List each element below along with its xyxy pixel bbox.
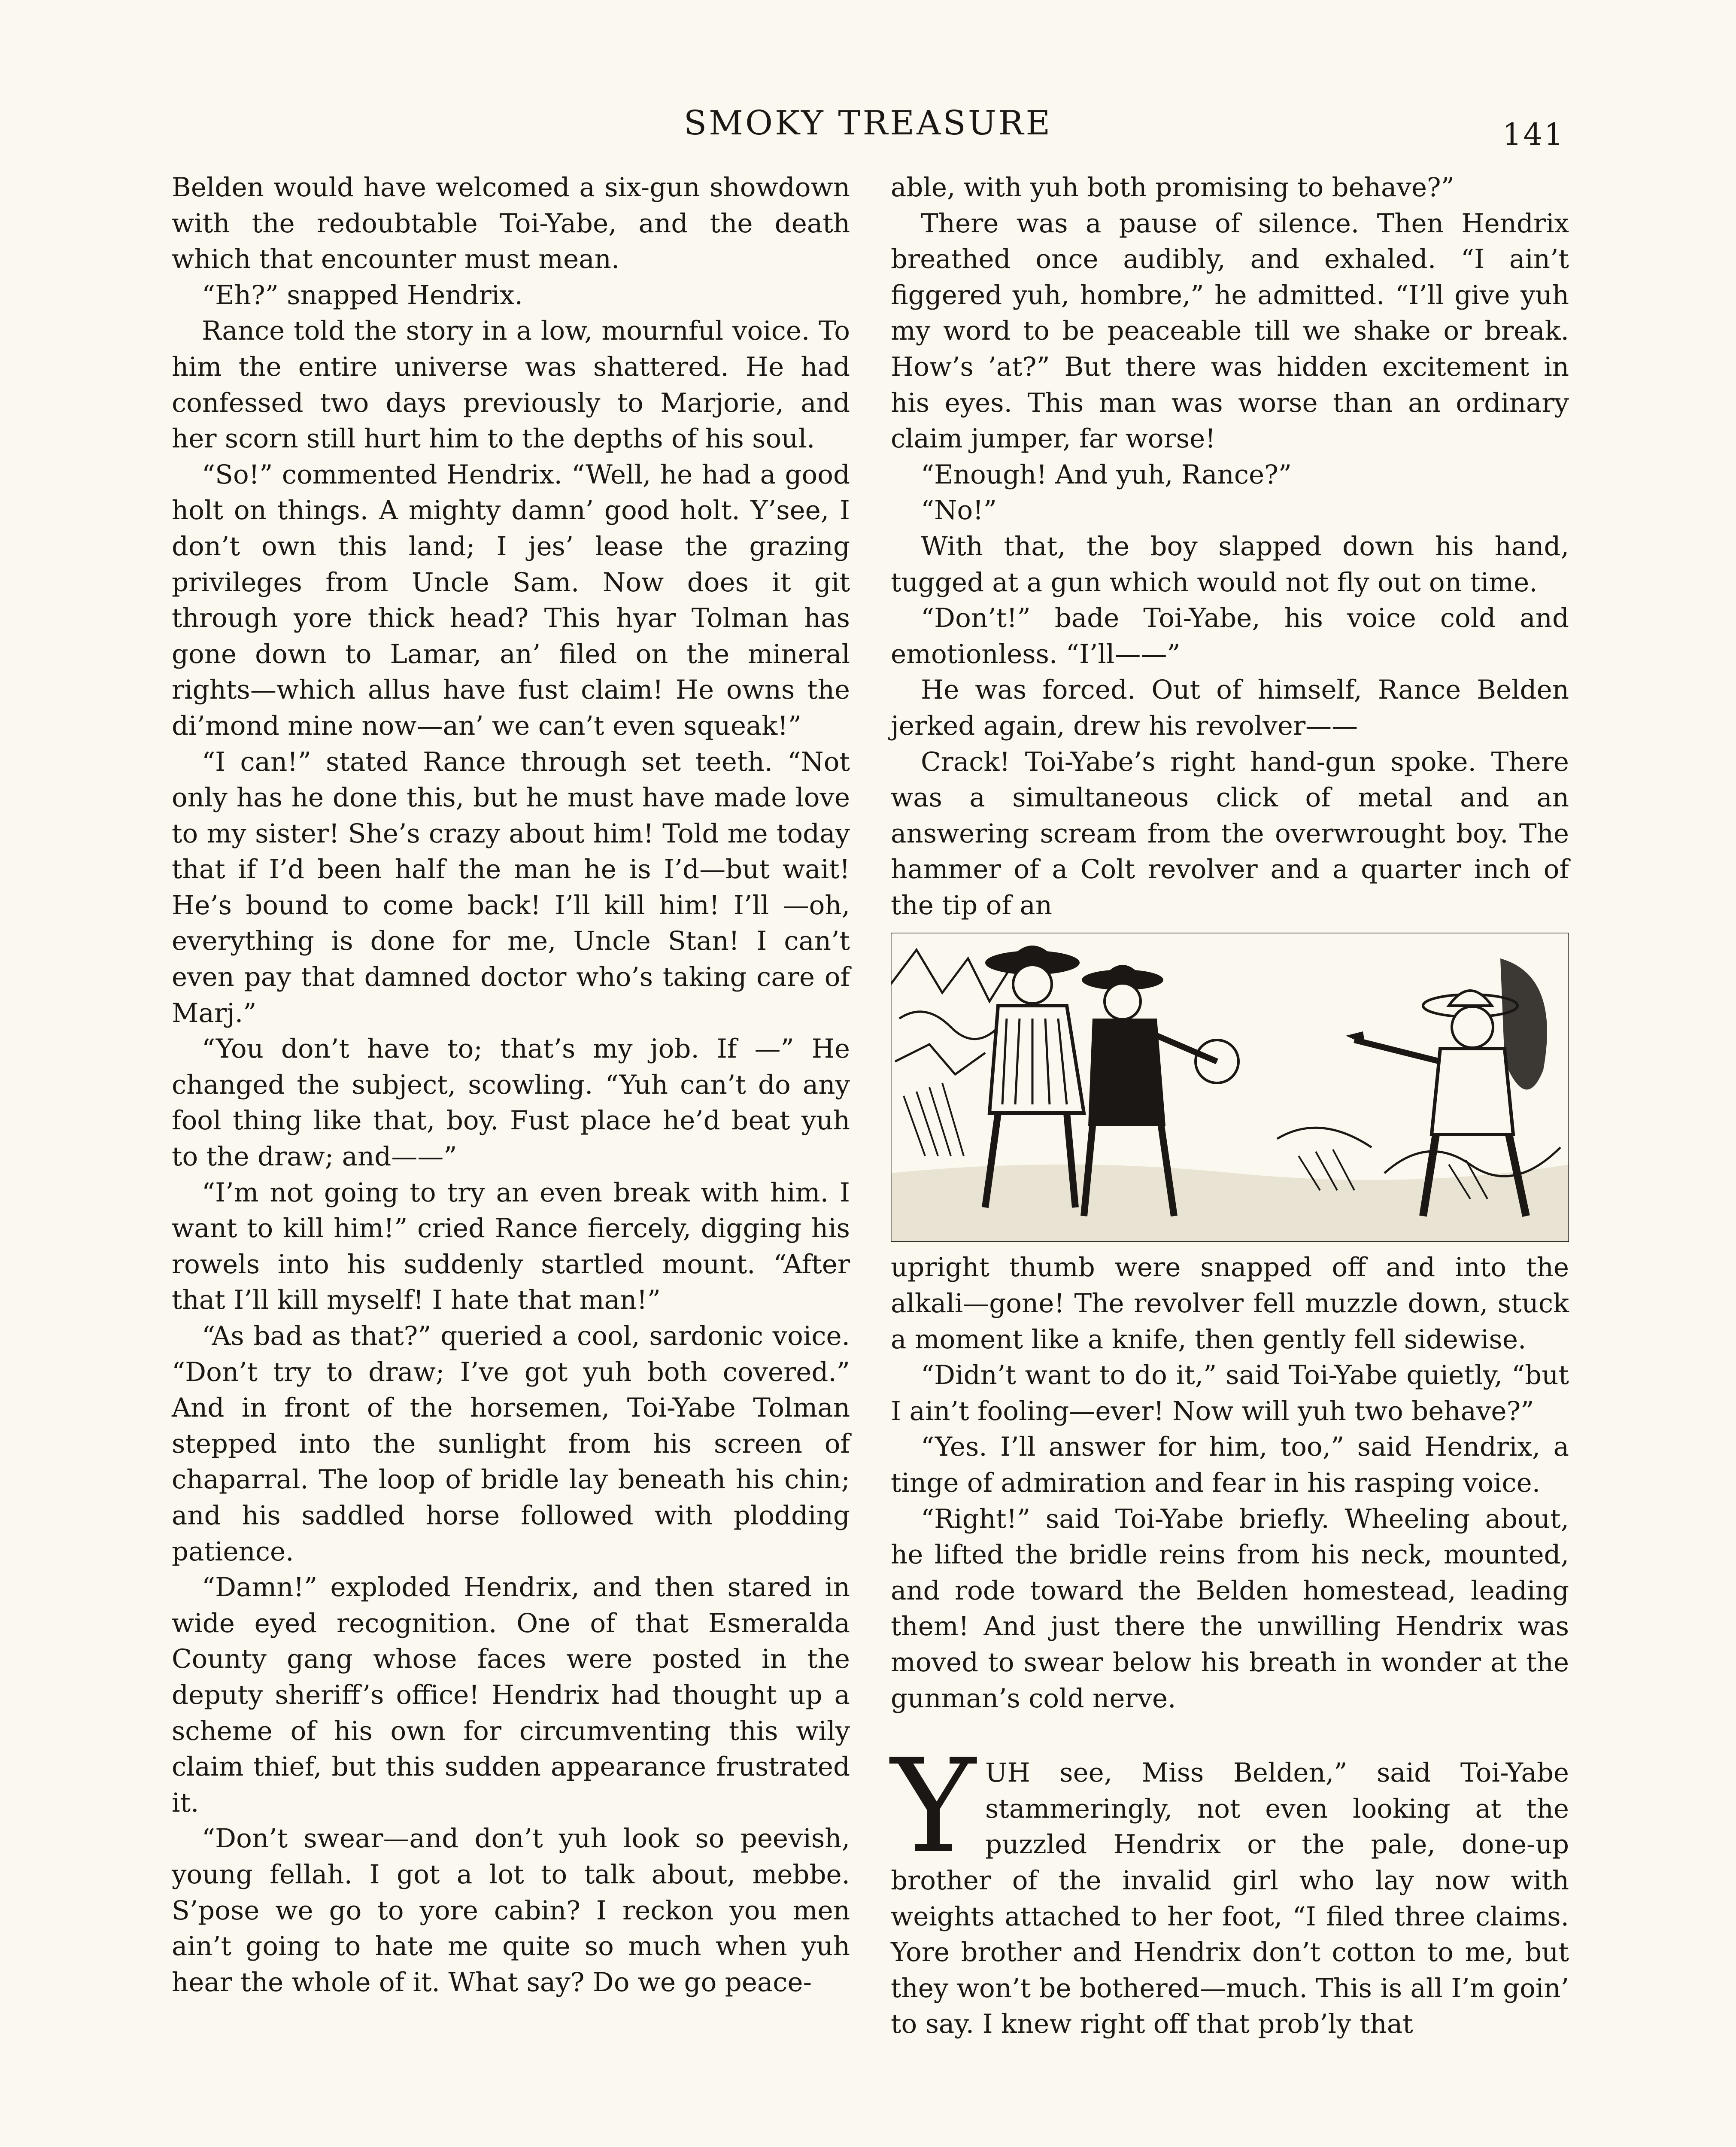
paragraph-continued: able, with yuh both promising to behave?” [891, 172, 1454, 203]
paragraph: “Right!” said Toi-Yabe briefly. Wheeling about, he lifted the bridle reins from his neck, mounted, and rode toward the Belden homestead, leading them! And just there the unwilling Hendrix was moved to swear below his breath in wonder at the gunman’s cold nerve. [891, 1503, 1569, 1714]
running-title: SMOKY TREASURE [683, 104, 1053, 143]
paragraph: Belden would have welcomed a six-gun showdown with the redoubtable Toi-Yabe, and the death which that encounter must mean. [172, 172, 850, 275]
paragraph: “You don’t have to; that’s my job. If —” He changed the subject, scowling. “Yuh can’t do any fool thing like that, boy. Fust place he’d beat yuh to the draw; and——” [172, 1034, 850, 1172]
paragraph: “Enough! And yuh, Rance?” [921, 459, 1292, 490]
gunfight-illustration [891, 933, 1569, 1242]
paragraph: “No!” [921, 495, 997, 526]
paragraph: He was forced. Out of himself, Rance Belden jerked again, drew his revolver—— [891, 675, 1569, 741]
left-text-column [172, 170, 850, 2000]
paragraph: “As bad as that?” queried a cool, sardonic voice. “Don’t try to draw; I’ve got yuh both covered.” And in front of the horsemen, Toi-Yabe Tolman stepped into the sunlight from his screen of chaparral. The loop of bridle lay beneath his chin; and his saddled horse followed with plodding patience. [172, 1321, 850, 1567]
paragraph: Crack! Toi-Yabe’s right hand-gun spoke. There was a simultaneous click of metal and an answering scream from the overwrought boy. The hammer of a Colt revolver and a quarter inch of the tip of an [891, 746, 1569, 921]
paragraph: “Damn!” exploded Hendrix, and then stared in wide eyed recognition. One of that Esmeralda County gang whose faces were posted in the deputy sheriff’s office! Hendrix had thought up a scheme of his own for circumventing this wily claim thief, but this sudden appearance frustrated it. [172, 1572, 850, 1818]
dropcap-letter: Y [891, 1731, 976, 1882]
paragraph: There was a pause of silence. Then Hendrix breathed once audibly, and exhaled. “I ain’t figgered yuh, hombre,” he admitted. “I’ll give yuh my word to be peaceable till we shake or break. How’s ’at?” But there was hidden excitement in his eyes. This man was worse than an ordinary claim jumper, far worse! [891, 208, 1569, 454]
paragraph: With that, the boy slapped down his hand, tugged at a gun which would not fly out on time. [891, 531, 1569, 598]
paragraph: “Didn’t want to do it,” said Toi-Yabe quietly, “but I ain’t fooling—ever! Now will yuh two behave?” [891, 1360, 1569, 1426]
paragraph: “So!” commented Hendrix. “Well, he had a good holt on things. A mighty damn’ good holt. Y’see, I don’t own this land; I jes’ lease the grazing privileges from Uncle Sam. Now does it git through yore thick head? This hyar Tolman has gone down to Lamar, an’ filed on the mineral rights—which allus have fust claim! He owns the di’mond mine now—an’ we can’t even squeak!” [172, 459, 850, 741]
dropcap-paragraph [891, 1731, 1569, 2042]
paragraph: “I can!” stated Rance through set teeth. “Not only has he done this, but he must have made love to my sister! She’s crazy about him! Told me today that if I’d been half the man he is I’d—but wait! He’s bound to come back! I’ll kill him! I’ll —oh, everything is done for me, Uncle Stan! I can’t even pay that damned doctor who’s taking care of Marj.” [172, 746, 850, 1028]
page-number: 141 [1502, 117, 1565, 152]
right-text-column [891, 170, 1569, 2042]
dropcap-paragraph-text: UH see, Miss Belden,” said Toi-Yabe stammeringly, not even looking at the puzzled Hendrix or the pale, done-up brother of the invalid girl who lay now with weights attached to her foot, “I filed three claims. Yore brother and Hendrix don’t cotton to me, but they won’t be bothered—much. This is all I’m goin’ to say. I knew right off that prob’ly that [891, 1758, 1569, 2040]
paragraph: “Yes. I’ll answer for him, too,” said Hendrix, a tinge of admiration and fear in his rasping voice. [891, 1432, 1569, 1499]
paragraph: “I’m not going to try an even break with him. I want to kill him!” cried Rance fiercely, digging his rowels into his suddenly startled mount. “After that I’ll kill myself! I hate that man!” [172, 1177, 850, 1316]
paragraph: “Don’t!” bade Toi-Yabe, his voice cold and emotionless. “I’ll——” [891, 603, 1569, 669]
paragraph-continued: upright thumb were snapped off and into the alkali—gone! The revolver fell muzzle down, stuck a moment like a knife, then gently fell sidewise. [891, 1252, 1569, 1355]
paragraph: “Eh?” snapped Hendrix. [202, 280, 523, 310]
section-break [891, 1716, 1569, 1755]
paragraph: “Don’t swear—and don’t yuh look so peevish, young fellah. I got a lot to talk about, mebbe. S’pose we go to yore cabin? I reckon you men ain’t going to hate me quite so much when yuh hear the whole of it. What say? Do we go peace- [172, 1823, 850, 1998]
paragraph: Rance told the story in a low, mournful voice. To him the entire universe was shattered. He had confessed two days previously to Marjorie, and her scorn still hurt him to the depths of his soul. [172, 316, 850, 454]
